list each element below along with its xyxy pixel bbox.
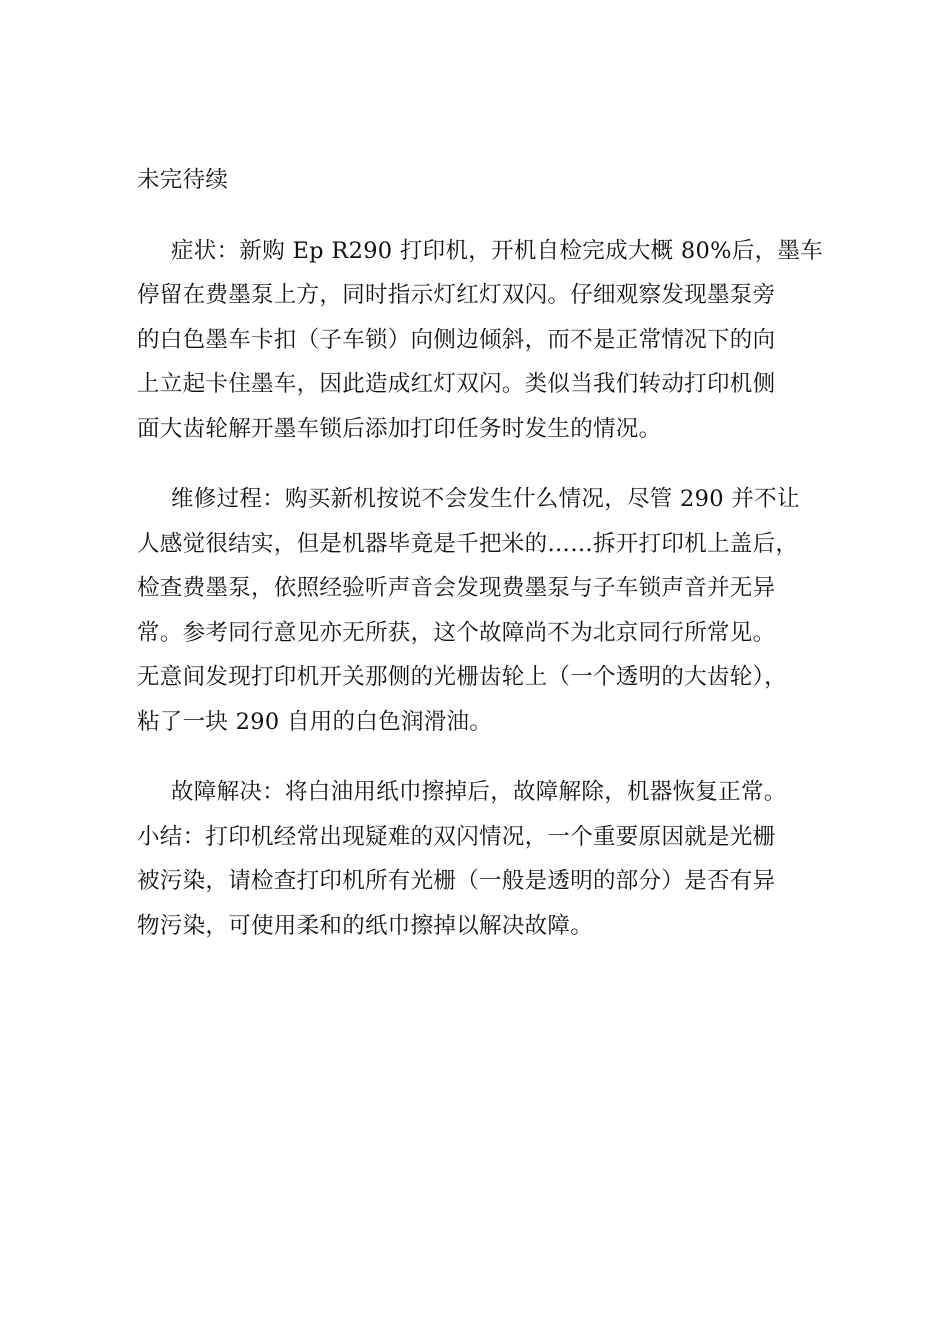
text-line: 面大齿轮解开墨车锁后添加打印任务时发生的情况。 bbox=[137, 415, 662, 442]
text-line: 停留在费墨泵上方，同时指示灯红灯双闪。仔细观察发现墨泵旁 bbox=[137, 282, 776, 308]
paragraph-spacer bbox=[137, 203, 817, 229]
text-line: 无意间发现打印机开关那侧的光栅齿轮上（一个透明的大齿轮）， bbox=[137, 664, 787, 690]
text-line: 小结：打印机经常出现疑难的双闪情况，一个重要原因就是光栅 bbox=[137, 823, 776, 850]
text-line: 维修过程：购买新机按说不会发生什么情况，尽管 290 并不让 bbox=[171, 486, 800, 512]
paragraph-symptoms bbox=[137, 229, 824, 452]
text-line: 检查费墨泵，依照经验听声音会发现费墨泵与子车锁声音并无异 bbox=[137, 575, 776, 601]
text-line: 人感觉很结实，但是机器毕竟是千把米的……拆开打印机上盖后， bbox=[137, 530, 799, 557]
text-line: 故障解决：将白油用纸巾擦掉后，故障解除，机器恢复正常。 bbox=[171, 779, 787, 805]
paragraph-repair-process bbox=[137, 477, 817, 744]
text-line: 被污染，请检查打印机所有光栅（一般是透明的部分）是否有异 bbox=[137, 868, 776, 894]
paragraph-spacer bbox=[137, 451, 817, 477]
paragraph-resolution bbox=[137, 770, 817, 948]
text-line: 物污染，可使用柔和的纸巾擦掉以解决故障。 bbox=[137, 912, 594, 939]
text-line: 上立起卡住墨车，因此造成红灯双闪。类似当我们转动打印机侧 bbox=[137, 371, 776, 397]
text-line: 常。参考同行意见亦无所获，这个故障尚不为北京同行所常见。 bbox=[137, 619, 776, 646]
paragraph-spacer bbox=[137, 744, 817, 770]
text-line: 粘了一块 290 自用的白色润滑油。 bbox=[137, 708, 493, 735]
text-line: 的白色墨车卡扣（子车锁）向侧边倾斜，而不是正常情况下的向 bbox=[137, 326, 776, 353]
document-heading: 未完待续 bbox=[137, 167, 229, 193]
document-body bbox=[137, 158, 824, 948]
text-line: 症状：新购 Ep R290 打印机，开机自检完成大概 80%后，墨车 bbox=[171, 237, 824, 264]
